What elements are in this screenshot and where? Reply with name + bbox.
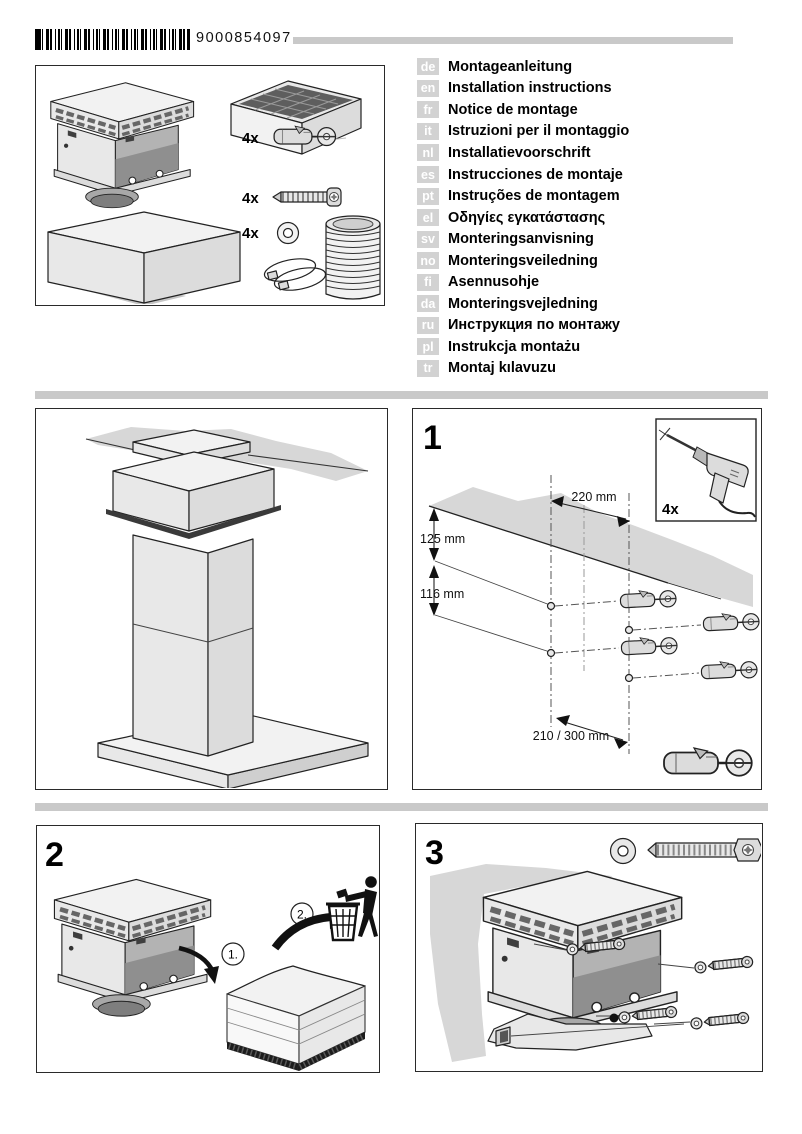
screw-washer-icon: [694, 956, 753, 973]
step3-number: 3: [425, 834, 444, 872]
language-label: Instrucciones de montaje: [448, 166, 623, 183]
chimney-box-illustration: [48, 212, 240, 304]
language-row: [417, 250, 629, 272]
svg-text:210 / 300 mm: 210 / 300 mm: [532, 729, 610, 743]
drill-hole: [626, 627, 633, 634]
svg-text:220 mm: 220 mm: [571, 490, 617, 504]
language-label: Installatievoorschrift: [448, 144, 591, 161]
language-row: [417, 358, 629, 380]
step1-illustration: [413, 409, 760, 788]
language-code-badge: en: [417, 80, 439, 97]
language-row: [417, 121, 629, 143]
anchor-qty-label: 4x: [242, 130, 259, 147]
language-code-badge: fi: [417, 274, 439, 291]
screw-washer-icon: [690, 1012, 749, 1029]
step1-number: 1: [423, 419, 442, 457]
language-label: Montageanleitung: [448, 58, 573, 75]
wall-anchor-icon: [703, 612, 759, 632]
language-label: Monteringsveiledning: [448, 252, 598, 269]
section-separator: [35, 391, 768, 399]
language-label: Instruções de montagem: [448, 188, 620, 205]
step2-panel: [36, 825, 380, 1073]
language-code-badge: de: [417, 58, 439, 75]
hood-unit-illustration: [51, 83, 194, 208]
drill-hole: [626, 675, 633, 682]
language-label: Installation instructions: [448, 80, 612, 97]
step2-number: 2: [45, 836, 64, 874]
svg-text:125 mm: 125 mm: [420, 532, 466, 546]
screw-icon: [273, 188, 341, 206]
language-row: [417, 56, 629, 78]
drill-qty-label: 4x: [662, 501, 679, 518]
hose-clamps-icon: [262, 255, 327, 294]
header-divider-bar: [293, 37, 733, 44]
language-row: [417, 228, 629, 250]
language-row: [417, 336, 629, 358]
language-code-badge: da: [417, 295, 439, 312]
language-row: [417, 315, 629, 337]
marker1-label: 1.: [227, 947, 239, 962]
language-row: [417, 164, 629, 186]
language-code-badge: pt: [417, 188, 439, 205]
parts-overview-illustration: [36, 66, 383, 304]
flexible-duct-icon: [326, 216, 380, 299]
washer-icon: [611, 839, 636, 864]
step3-illustration: [416, 824, 761, 1070]
language-code-badge: pl: [417, 338, 439, 355]
language-code-badge: no: [417, 252, 439, 269]
language-label: Инструкция по монтажу: [448, 317, 620, 334]
foam-packaging-illustration: [227, 966, 365, 1071]
language-code-badge: sv: [417, 231, 439, 248]
wall-anchor-icon: [701, 660, 757, 680]
part-number: 9000854097: [196, 30, 292, 46]
washer-qty-label: 4x: [242, 225, 259, 242]
language-label: Istruzioni per il montaggio: [448, 123, 630, 140]
language-label: Instrukcja montażu: [448, 338, 581, 355]
language-label: Οδηγίες εγκατάστασης: [448, 209, 606, 226]
language-label: Monteringsvejledning: [448, 295, 598, 312]
language-code-badge: el: [417, 209, 439, 226]
language-row: [417, 207, 629, 229]
assembled-hood-illustration: [36, 409, 386, 788]
screw-qty-label: 4x: [242, 190, 259, 207]
drill-hole: [548, 603, 555, 610]
language-label: Notice de montage: [448, 101, 578, 118]
wall-anchor-icon: [620, 589, 676, 609]
dimension-spacing: [533, 715, 628, 749]
marker2-label: 2.: [296, 907, 308, 922]
dimension-height-lower: [420, 565, 464, 616]
washer-icon: [610, 1014, 619, 1023]
step3-panel: [415, 823, 763, 1072]
language-code-badge: ru: [417, 317, 439, 334]
language-row: [417, 185, 629, 207]
screw-icon: [648, 839, 761, 861]
chimney-tower-illustration: [98, 430, 368, 788]
drill-hole: [548, 650, 555, 657]
drill-inset: [656, 419, 756, 521]
language-row: [417, 142, 629, 164]
step1-panel: [412, 408, 762, 790]
language-code-badge: it: [417, 123, 439, 140]
hood-unit-illustration: [483, 871, 681, 1044]
language-code-badge: fr: [417, 101, 439, 118]
assembled-hood-panel: [35, 408, 388, 790]
svg-text:116 mm: 116 mm: [420, 587, 465, 601]
trash-disposal-icon: [326, 876, 378, 940]
language-label: Montaj kılavuzu: [448, 360, 556, 377]
wall-anchor-icon: [664, 748, 752, 776]
language-row: [417, 293, 629, 315]
language-code-badge: es: [417, 166, 439, 183]
barcode: [35, 29, 190, 50]
language-list: [417, 56, 629, 379]
language-code-badge: nl: [417, 144, 439, 161]
step2-illustration: [37, 826, 378, 1071]
wall-anchor-icon: [274, 126, 335, 145]
language-row: [417, 78, 629, 100]
language-label: Asennusohje: [448, 274, 540, 291]
language-code-badge: tr: [417, 360, 439, 377]
hood-unit-illustration: [54, 879, 210, 1016]
section-separator: [35, 803, 768, 811]
language-row: [417, 271, 629, 293]
parts-overview-panel: [35, 65, 385, 306]
language-row: [417, 99, 629, 121]
washer-icon: [278, 223, 299, 244]
language-label: Monteringsanvisning: [448, 231, 594, 248]
